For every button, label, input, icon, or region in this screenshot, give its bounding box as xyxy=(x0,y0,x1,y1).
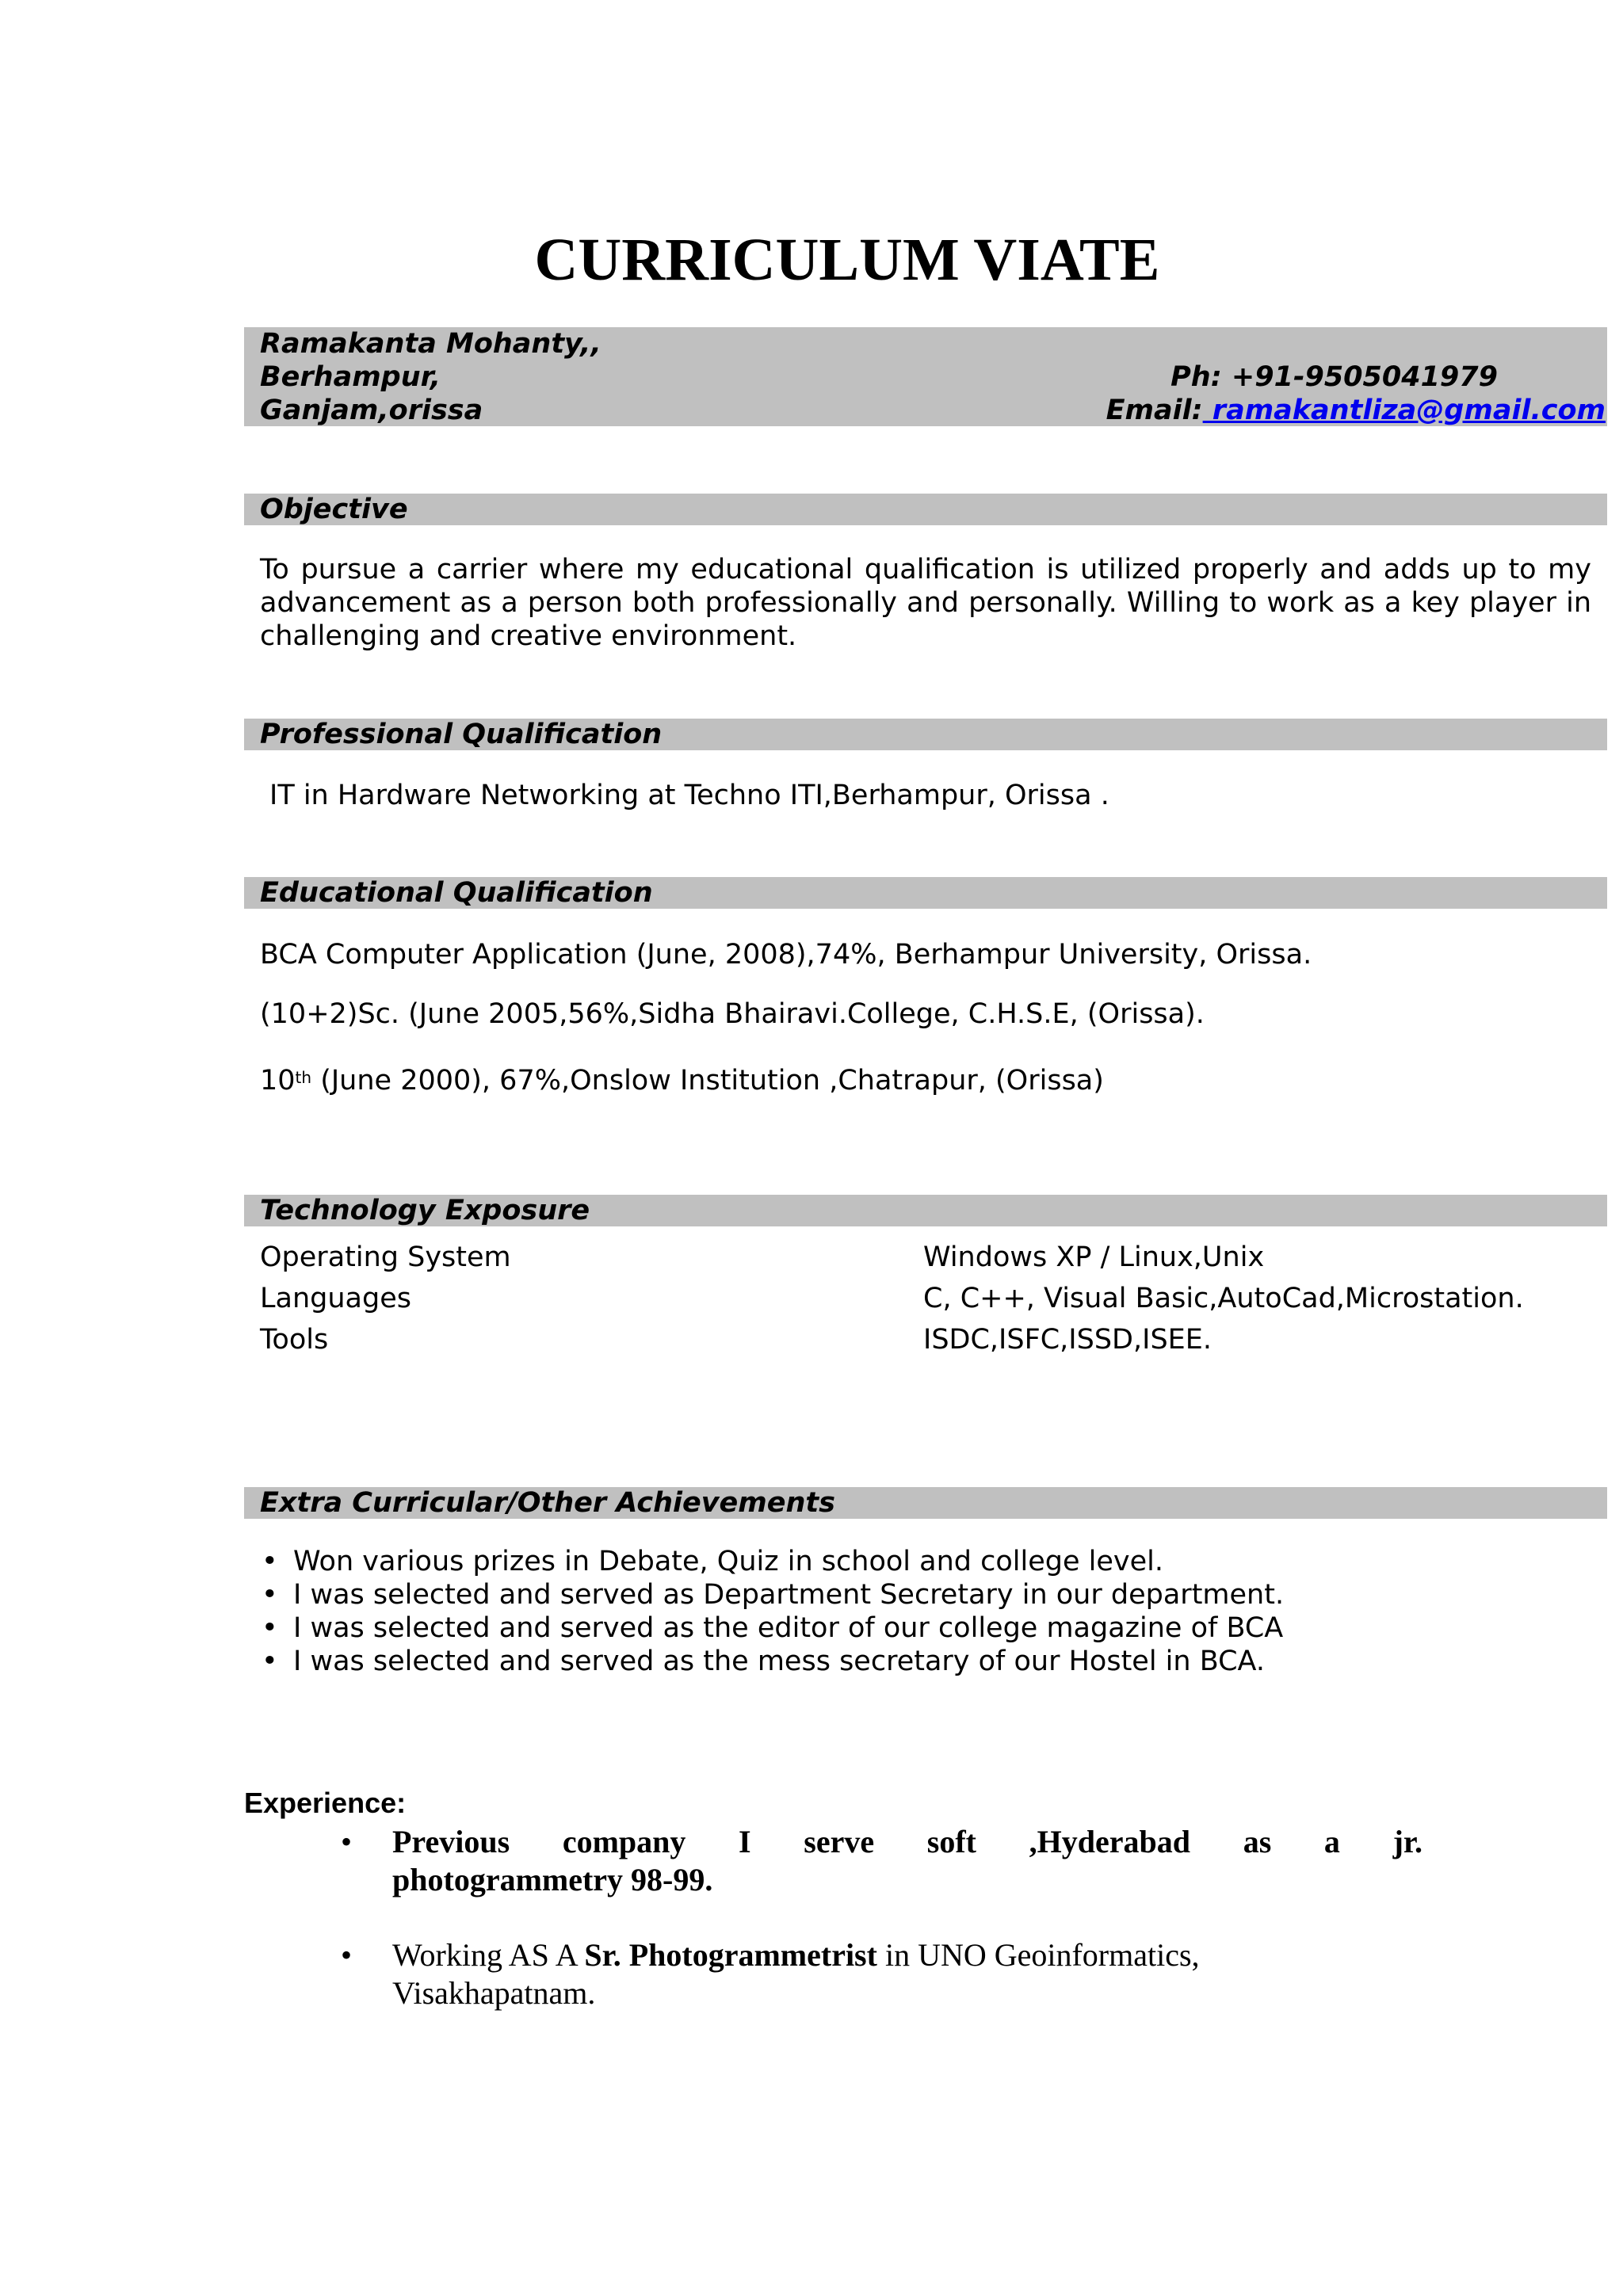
education-heading: Educational Qualification xyxy=(260,877,653,909)
education-heading-bar xyxy=(244,877,1607,909)
extra-heading: Extra Curricular/Other Achievements xyxy=(260,1487,835,1519)
objective-heading-bar xyxy=(244,494,1607,525)
contact-header xyxy=(244,327,1607,426)
tech-label: Tools xyxy=(260,1324,329,1356)
technology-heading: Technology Exposure xyxy=(260,1195,590,1226)
page-title: CURRICULUM VIATE xyxy=(534,227,1160,293)
education-item: BCA Computer Application (June, 2008),74%, Berhampur University, Orissa. xyxy=(260,939,1312,971)
extra-heading-bar xyxy=(244,1487,1607,1519)
education-item-tenth xyxy=(260,1064,1104,1097)
experience-text: Working AS A xyxy=(392,1937,585,1973)
objective-line: challenging and creative environment. xyxy=(260,620,797,652)
tech-value: ISDC,ISFC,ISSD,ISEE. xyxy=(923,1324,1212,1356)
experience-item-line xyxy=(392,1936,1423,1974)
experience-role: Sr. Photogrammetrist xyxy=(584,1937,877,1973)
contact-city: Berhampur, xyxy=(260,361,441,393)
bullet-icon: • xyxy=(341,1937,353,1973)
bullet-icon: • xyxy=(341,1824,353,1859)
experience-label: Experience: xyxy=(244,1787,407,1819)
objective-line: advancement as a person both professionally and personally. Willing to work as a key player in xyxy=(260,587,1591,619)
list-item xyxy=(260,1545,1284,1578)
email-label: Email: xyxy=(1106,395,1203,426)
extra-list xyxy=(260,1545,1284,1678)
bullet-icon: • xyxy=(262,1579,278,1611)
professional-heading: Professional Qualification xyxy=(260,719,663,750)
objective-text xyxy=(260,553,1591,653)
contact-name: Ramakanta Mohanty,, xyxy=(260,328,601,360)
objective-heading: Objective xyxy=(260,494,408,525)
contact-region: Ganjam,orissa xyxy=(260,395,483,426)
list-item xyxy=(260,1611,1284,1645)
tech-label: Operating System xyxy=(260,1241,511,1273)
professional-text: IT in Hardware Networking at Techno ITI,Berhampur, Orissa . xyxy=(269,780,1109,811)
list-item xyxy=(260,1645,1284,1678)
contact-email-line xyxy=(1106,394,1606,427)
experience-text: in UNO Geoinformatics, xyxy=(876,1937,1200,1973)
list-item-text: Won various prizes in Debate, Quiz in school and college level. xyxy=(293,1546,1163,1577)
tech-value: C, C++, Visual Basic,AutoCad,Microstation. xyxy=(923,1283,1524,1314)
list-item xyxy=(260,1578,1284,1611)
objective-line: To pursue a carrier where my educational qualification is utilized properly and adds up to my xyxy=(260,554,1591,585)
tech-value: Windows XP / Linux,Unix xyxy=(923,1241,1265,1273)
tech-label: Languages xyxy=(260,1283,411,1314)
professional-heading-bar xyxy=(244,719,1607,750)
experience-item-line: Previous company I serve soft ,Hyderabad as a jr. xyxy=(392,1824,1423,1859)
experience-item-line: Visakhapatnam. xyxy=(392,1975,596,2011)
bullet-icon: • xyxy=(262,1546,278,1577)
tenth-prefix: 10 xyxy=(260,1065,296,1097)
bullet-icon: • xyxy=(262,1612,278,1644)
email-link[interactable]: ramakantliza@gmail.com xyxy=(1202,395,1606,426)
tenth-superscript: th xyxy=(295,1068,312,1087)
list-item-text: I was selected and served as the mess secretary of our Hostel in BCA. xyxy=(293,1646,1265,1677)
list-item-text: I was selected and served as the editor of our college magazine of BCA xyxy=(293,1612,1284,1644)
bullet-icon: • xyxy=(262,1646,278,1677)
education-item: (10+2)Sc. (June 2005,56%,Sidha Bhairavi.College, C.H.S.E, (Orissa). xyxy=(260,998,1205,1030)
technology-heading-bar xyxy=(244,1195,1607,1226)
experience-item-line: photogrammetry 98-99. xyxy=(392,1862,713,1897)
list-item-text: I was selected and served as Department Secretary in our department. xyxy=(293,1579,1285,1611)
tenth-details: (June 2000), 67%,Onslow Institution ,Chatrapur, (Orissa) xyxy=(311,1065,1104,1097)
contact-phone: Ph: +91-9505041979 xyxy=(1170,361,1498,393)
